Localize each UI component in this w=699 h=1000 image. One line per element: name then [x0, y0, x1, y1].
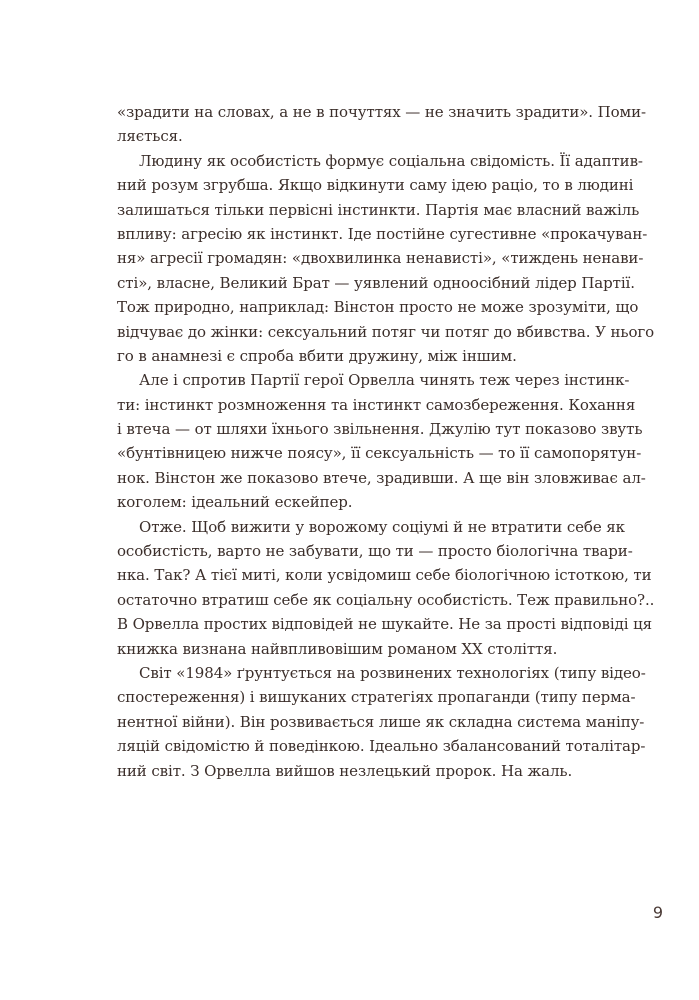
text-line: ний розум згрубша. Якщо відкинути саму ідею раціо, то в людині [117, 176, 634, 195]
text-line: відчуває до жінки: сексуальний потяг чи потяг до вбивства. У нього [117, 322, 655, 341]
text-line: Людину як особистість формує соціальна свідомість. Її адаптив- [139, 151, 643, 170]
text-line: Але і спротив Партії герої Орвелла чинять теж через інстинк- [139, 371, 630, 390]
text-line: В Орвелла простих відповідей не шукайте. Не за прості відповіді ця [117, 615, 652, 634]
paragraph [117, 515, 655, 661]
text-line: Світ «1984» ґрунтується на розвинених технологіях (типу відео- [139, 663, 646, 682]
text-line: ний світ. З Орвелла вийшов незлецький пророк. На жаль. [117, 761, 573, 780]
text-line: книжка визнана найвпливовішим романом ХХ століття. [117, 639, 558, 658]
text-line: і втеча — от шляхи їхнього звільнення. Джулію тут показово звуть [117, 420, 643, 439]
text-line: впливу: агресію як інстинкт. Іде постійне сугестивне «прокачуван- [117, 224, 648, 243]
paragraph [117, 661, 646, 783]
paragraph [117, 368, 646, 514]
body-text [117, 100, 655, 783]
text-line: Отже. Щоб вижити у ворожому соціумі й не втратити себе як [139, 517, 625, 536]
text-line: «зрадити на словах, а не в почуттях — не значить зрадити». Поми- [117, 103, 646, 121]
text-line: особистість, варто не забувати, що ти — просто біологічна твари- [117, 542, 633, 561]
text-line: спостереження) і вишуканих стратегіях пропаганди (типу перма- [117, 688, 636, 707]
text-line: Тож природно, наприклад: Вінстон просто не може зрозуміти, що [117, 298, 639, 317]
page-number: 9 [652, 903, 663, 922]
paragraph [117, 100, 646, 149]
text-line: нка. Так? А тієї миті, коли усвідомиш себе біологічною істоткою, ти [117, 566, 652, 585]
text-line: ляється. [117, 127, 183, 146]
text-line: сті», власне, Великий Брат — уявлений одноосібний лідер Партії. [117, 273, 635, 292]
text-line: ляцій свідомістю й поведінкою. Ідеально збалансований тоталітар- [117, 737, 646, 756]
text-line: коголем: ідеальний ескейпер. [117, 493, 353, 512]
text-line: го в анамнезі є спроба вбити дружину, між іншим. [117, 346, 517, 365]
text-line: нентної війни). Він розвивається лише як складна система маніпу- [117, 712, 645, 731]
text-line: «бунтівницею нижче поясу», її сексуальність — то її самопорятун- [117, 444, 642, 463]
text-line: нок. Вінстон же показово втече, зрадивши. А ще він зловживає ал- [117, 468, 646, 487]
paragraph [117, 149, 655, 369]
text-line: ти: інстинкт розмноження та інстинкт самозбереження. Кохання [117, 395, 636, 414]
text-line: остаточно втратиш себе як соціальну особистість. Теж правильно?.. [117, 590, 655, 609]
text-line: залишаться тільки первісні інстинкти. Партія має власний важіль [117, 200, 640, 219]
text-line: ня» агресії громадян: «двохвилинка ненависті», «тиждень ненави- [117, 249, 644, 268]
